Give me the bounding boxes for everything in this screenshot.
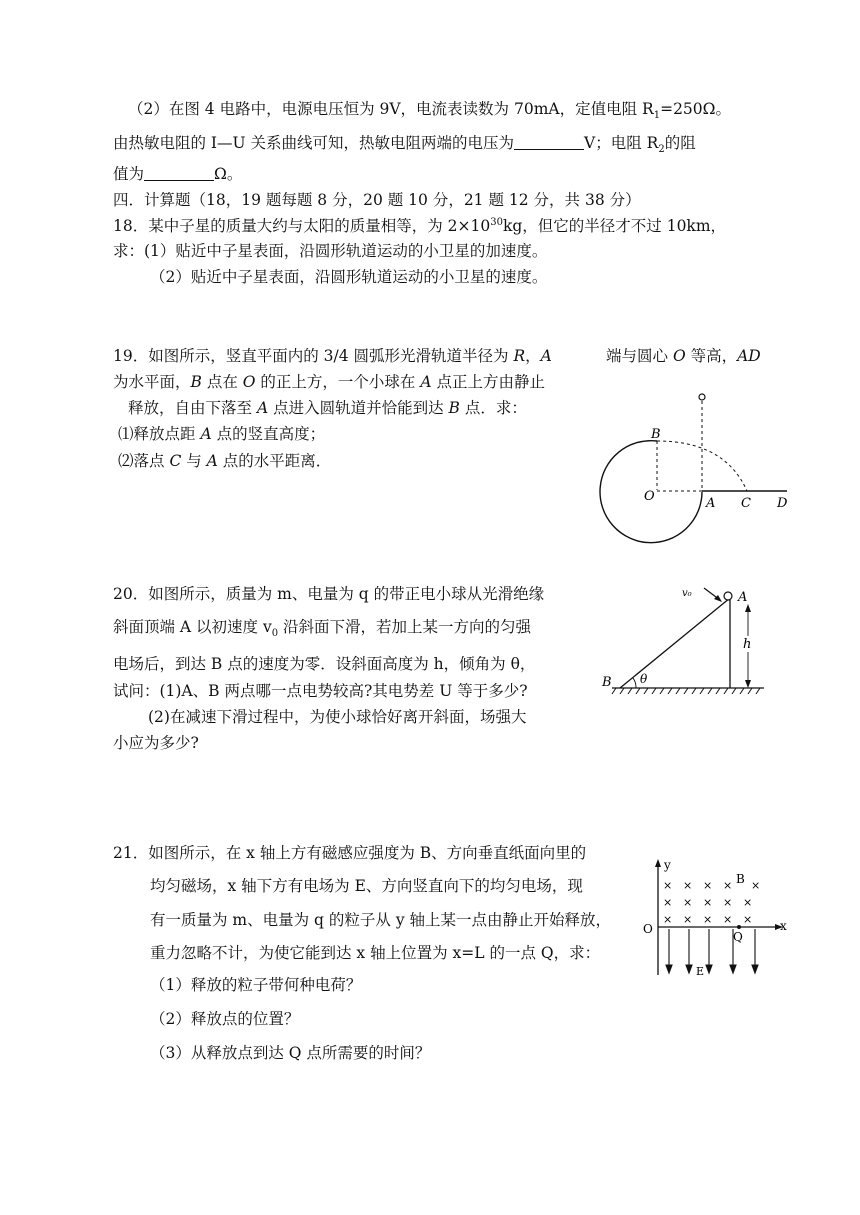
q19-line2: 为水平面，B 点在 O 的正上方，一个小球在 A 点正上方由静止 (113, 373, 545, 391)
release-point (699, 394, 705, 400)
svg-text:×: × (663, 913, 673, 926)
electric-field-lines (666, 929, 758, 973)
q20-line5: (2)在减速下滑过程中，为使小球恰好离开斜面，场强大 (148, 708, 527, 726)
q21-field-figure (643, 855, 793, 985)
q20-line1: 20．如图所示，质量为 m、电量为 q 的带正电小球从光滑绝缘 (113, 585, 545, 603)
label-theta: θ (640, 672, 648, 686)
answer-blank-voltage[interactable] (514, 135, 584, 150)
magnetic-field-crosses (663, 879, 760, 926)
svg-text:×: × (703, 896, 713, 909)
q20-line4: 试问：(1)A、B 两点哪一点电势较高?其电势差 U 等于多少? (113, 682, 528, 700)
label-B: B (602, 675, 612, 690)
incline-surface (620, 598, 730, 688)
svg-text:×: × (723, 879, 733, 892)
svg-text:×: × (703, 879, 713, 892)
label-v0: v₀ (682, 588, 692, 599)
answer-blank-resistance[interactable] (144, 166, 214, 181)
q21-line4: 重力忽略不计，为使它能到达 x 轴上位置为 x=L 的一点 Q，求： (150, 944, 601, 962)
label-B: B (651, 427, 661, 442)
point-Q (737, 925, 741, 929)
q20-line2: 斜面顶端 A 以初速度 $v_0$ 沿斜面下滑，若加上某一方向的匀强 (113, 618, 532, 640)
label-h: h (743, 637, 752, 652)
q19-line1: 19．如图所示，竖直平面内的 3/4 圆弧形光滑轨道半径为 R，A (113, 347, 552, 365)
q20-incline-figure (592, 582, 772, 702)
y-axis-arrow (655, 859, 661, 867)
svg-text:×: × (751, 879, 761, 892)
q19-circle-track-figure (595, 385, 805, 550)
section4-heading: 四．计算题（18，19 题每题 8 分，20 题 10 分，21 题 12 分，共 38 分） (113, 191, 641, 209)
q18-line3: （2）贴近中子星表面，沿圆形轨道运动的小卫星的速度。 (150, 268, 548, 286)
svg-text:×: × (723, 913, 733, 926)
label-O: O (643, 922, 653, 936)
projectile-trajectory (657, 441, 747, 491)
q17-part2-line3: 值为 Ω。 (113, 165, 243, 183)
label-D: D (777, 496, 788, 511)
q21-line1: 21．如图所示，在 x 轴上方有磁感应强度为 B、方向垂直纸面向里的 (113, 844, 587, 862)
label-y: y (664, 858, 671, 872)
q17-part2-line1: （2）在图 4 电路中，电源电压恒为 9V，电流表读数为 70mA，定值电阻 $R_1=250\Omega$。 (128, 100, 732, 122)
q19-line5: ⑵落点 C 与 A 点的水平距离． (118, 452, 332, 470)
svg-text:×: × (683, 879, 693, 892)
svg-text:×: × (703, 913, 713, 926)
q21-line7: （3）从释放点到达 Q 点所需要的时间？ (150, 1044, 431, 1062)
q21-line6: （2）释放点的位置？ (150, 1010, 300, 1028)
svg-text:×: × (683, 913, 693, 926)
q21-line5: （1）释放的粒子带何种电荷？ (150, 976, 362, 994)
label-B: B (736, 872, 745, 886)
q20-line6: 小应为多少? (113, 734, 199, 752)
svg-text:×: × (683, 896, 693, 909)
q17-part2-line2: 由热敏电阻的 I—U 关系曲线可知，热敏电阻两端的电压为 V；电阻 $R_2$的阻 (113, 134, 696, 156)
q21-line2: 均匀磁场，x 轴下方有电场为 E、方向竖直向下的均匀电场，现 (150, 877, 583, 895)
label-A: A (706, 496, 716, 511)
q19-line4: ⑴释放点距 A 点的竖直高度； (118, 425, 326, 443)
q19-line1-right: 端与圆心 O 等高，AD (606, 347, 761, 365)
svg-text:×: × (743, 896, 753, 909)
q19-line3: 释放，自由下落至 A 点进入圆轨道并恰能到达 B 点．求： (128, 399, 527, 417)
label-C: C (741, 496, 751, 511)
q21-line3: 有一质量为 m、电量为 q 的粒子从 y 轴上某一点由静止开始释放， (150, 911, 612, 929)
svg-text:×: × (663, 896, 673, 909)
label-Q: Q (733, 930, 743, 944)
label-A: A (738, 590, 748, 605)
label-x: x (780, 919, 787, 933)
angle-arc (633, 678, 636, 688)
ground-hatching (612, 688, 760, 694)
q18-line1: 18．某中子星的质量大约与太阳的质量相等，为 $2\times 10^{30}kg$，但它的半径才不过 10km， (113, 216, 727, 235)
svg-text:×: × (743, 913, 753, 926)
q18-line2: 求：(1）贴近中子星表面，沿圆形轨道运动的小卫星的加速度。 (113, 242, 548, 260)
svg-text:×: × (663, 879, 673, 892)
q20-line3: 电场后，到达 B 点的速度为零．设斜面高度为 h，倾角为 θ， (113, 655, 536, 673)
label-E: E (696, 965, 705, 978)
label-O: O (644, 489, 655, 504)
ball (724, 592, 732, 600)
svg-text:×: × (723, 896, 733, 909)
